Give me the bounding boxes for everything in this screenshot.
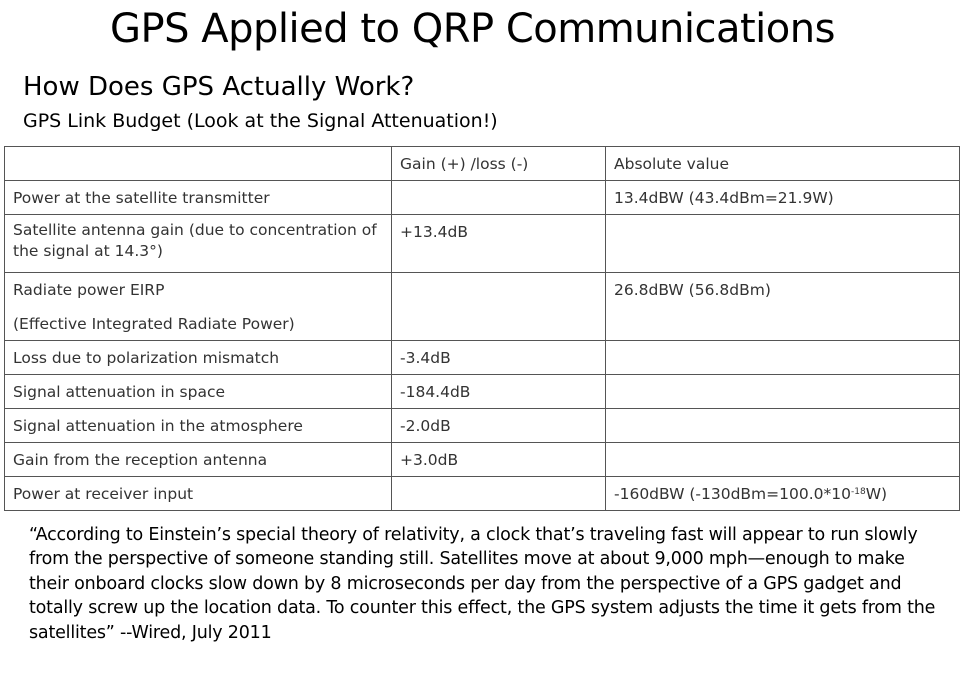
row-label-group [5,273,392,341]
table-row [5,273,960,341]
einstein-quote: “According to Einstein’s special theory of relativity, a clock that’s traveling fast will appear to run slowly from the perspective of someone standing still. Satellites move at about 9,000 mph—enough to make their onboard clocks slow down by 8 microseconds per day from the perspective of a GPS gadget and totally screw up the location data. To counter this effect, the GPS system adjusts the time it gets from the satellites” --Wired, July 2011 [29,525,936,643]
row-gain: +13.4dB [392,215,606,273]
table-row [5,215,960,273]
row-label: Radiate power EIRP [13,281,165,299]
row-gain: -2.0dB [392,409,606,443]
row-value [606,215,960,273]
value-suffix: W) [865,485,888,503]
table-row [5,477,960,511]
header-cell-absolute: Absolute value [606,147,960,181]
row-value [606,477,960,511]
row-gain: -184.4dB [392,375,606,409]
link-budget-table [4,146,960,511]
table-row [5,181,960,215]
row-gain [392,181,606,215]
row-gain: -3.4dB [392,341,606,375]
row-gain [392,477,606,511]
row-label: Signal attenuation in the atmosphere [5,409,392,443]
row-label: Power at receiver input [5,477,392,511]
section-heading: GPS Link Budget (Look at the Signal Attenuation!) [23,110,498,132]
row-value [606,443,960,477]
row-value [606,409,960,443]
row-value: 13.4dBW (43.4dBm=21.9W) [606,181,960,215]
table-row [5,375,960,409]
table-row [5,341,960,375]
row-label: Loss due to polarization mismatch [5,341,392,375]
value-exponent: -18 [850,487,866,497]
row-label: Signal attenuation in space [5,375,392,409]
slide-subtitle: How Does GPS Actually Work? [23,72,415,102]
value-prefix: -160dBW (-130dBm=100.0*10 [614,485,851,503]
row-label: Power at the satellite transmitter [5,181,392,215]
row-value [606,341,960,375]
row-label-secondary: (Effective Integrated Radiate Power) [13,315,295,333]
row-gain: +3.0dB [392,443,606,477]
table-row [5,409,960,443]
slide-title: GPS Applied to QRP Communications [110,6,835,52]
row-value: 26.8dBW (56.8dBm) [606,273,960,341]
header-cell-blank [5,147,392,181]
row-label: Gain from the reception antenna [5,443,392,477]
header-cell-gain: Gain (+) /loss (-) [392,147,606,181]
row-gain [392,273,606,341]
row-label: Satellite antenna gain (due to concentration of the signal at 14.3°) [5,215,392,273]
row-value [606,375,960,409]
table-row [5,443,960,477]
table-header-row [5,147,960,181]
